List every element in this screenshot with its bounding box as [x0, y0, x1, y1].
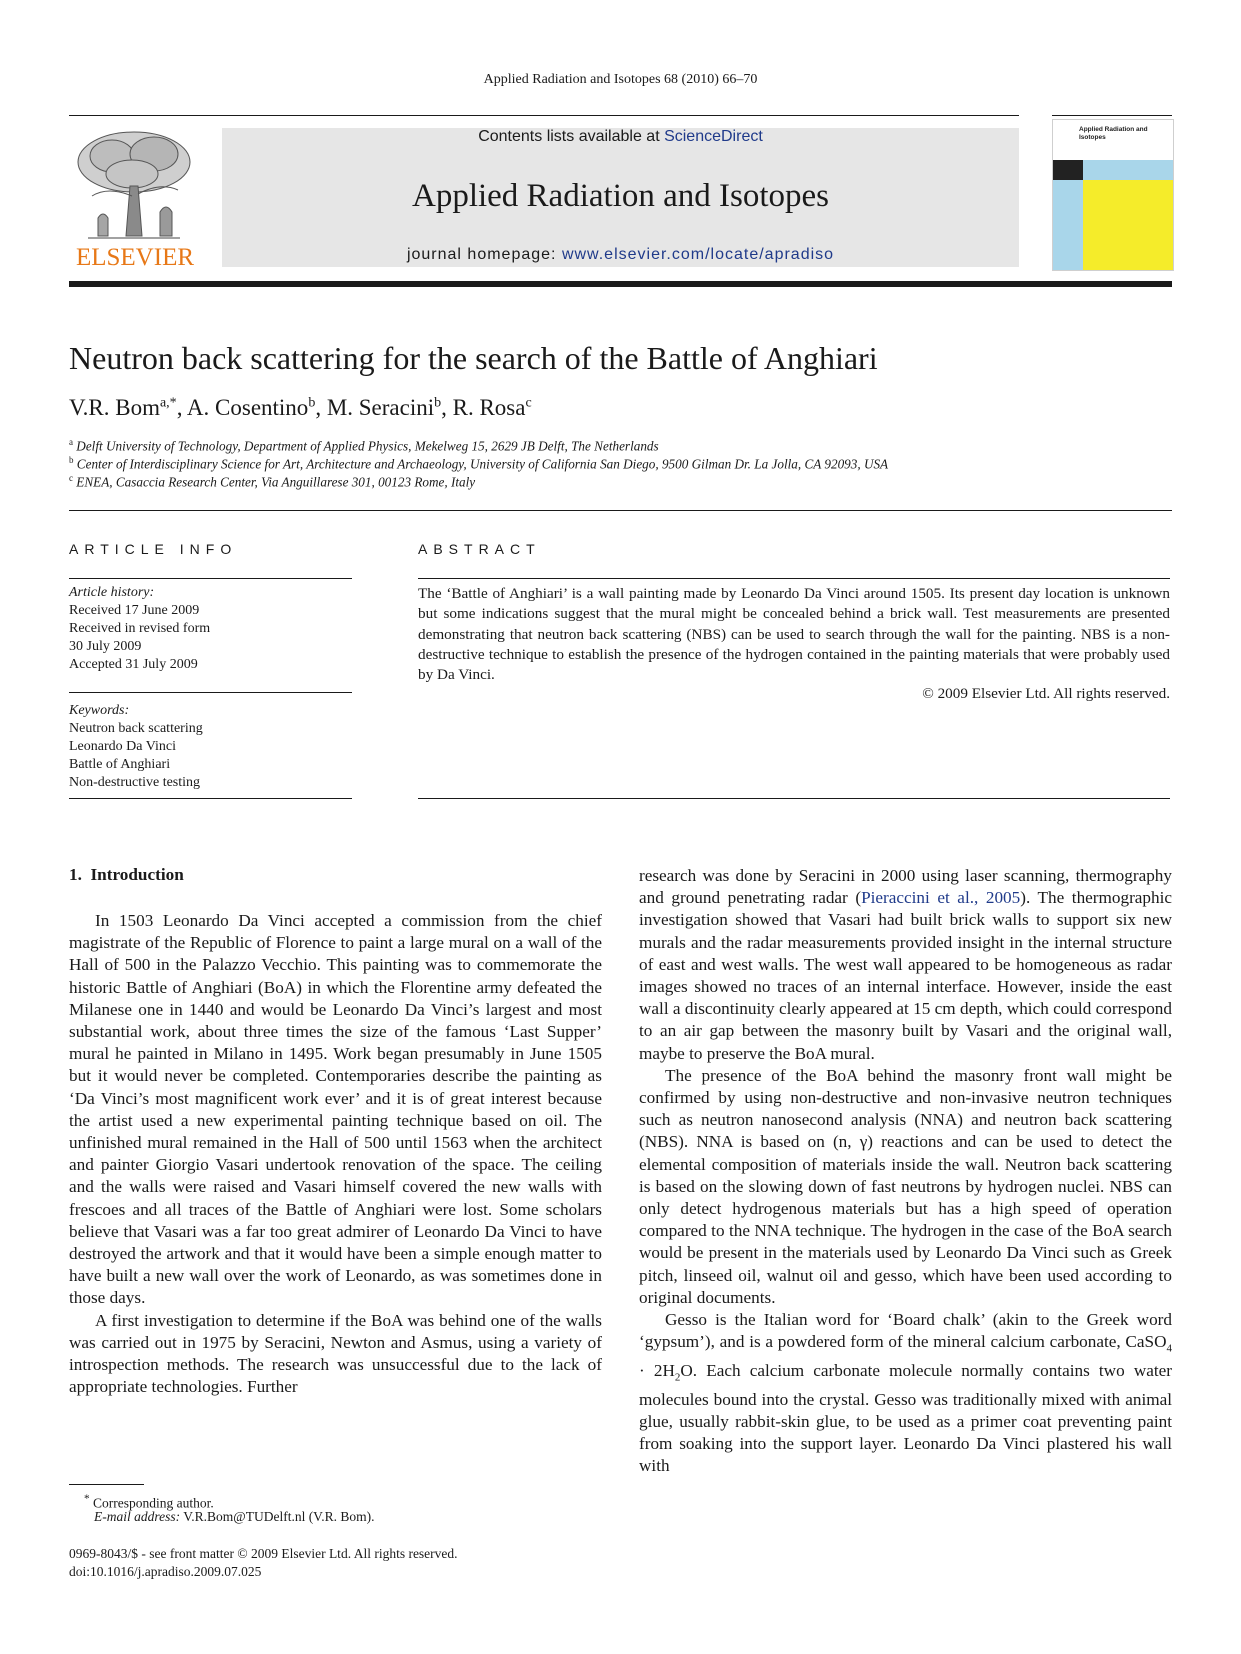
sciencedirect-link[interactable]: ScienceDirect: [664, 128, 763, 145]
text-run: · 2H: [639, 1360, 675, 1380]
keyword: Battle of Anghiari: [69, 757, 171, 772]
history-item: Received in revised form: [69, 621, 211, 636]
author-affil-mark[interactable]: b: [434, 395, 442, 411]
keyword: Leonardo Da Vinci: [69, 739, 176, 754]
article-info-heading: ARTICLE INFO: [69, 541, 238, 557]
doi-line[interactable]: doi:10.1016/j.apradiso.2009.07.025: [69, 1564, 262, 1579]
author-list: [69, 395, 532, 421]
author-separator: ,: [441, 395, 453, 420]
citation-link[interactable]: Pieraccini et al., 2005: [861, 888, 1021, 908]
author-affil-mark[interactable]: a,*: [159, 395, 177, 411]
affiliations-rule: [69, 510, 1172, 511]
keywords-rule: [69, 692, 352, 693]
subscript: 2: [674, 1371, 681, 1384]
journal-cover: [1052, 119, 1174, 271]
header-thick-rule: [69, 281, 1172, 287]
cover-blue-left: [1053, 180, 1083, 270]
cover-yellow-block: [1083, 180, 1173, 270]
history-item: 30 July 2009: [69, 639, 142, 654]
keywords: [69, 702, 352, 792]
body-right-column: [639, 865, 1172, 1477]
article-info-rule: [69, 578, 352, 579]
issn-line: 0969-8043/$ - see front matter © 2009 Elsevier Ltd. All rights reserved.: [69, 1546, 458, 1561]
abstract-heading: ABSTRACT: [418, 541, 541, 557]
keyword: Neutron back scattering: [69, 721, 203, 736]
author-affil-mark[interactable]: b: [308, 395, 316, 411]
author-name: R. Rosa: [452, 395, 526, 420]
abstract-bottom-rule: [418, 798, 1170, 799]
body-left-column: [69, 910, 602, 1398]
author-separator: ,: [176, 395, 187, 420]
abstract-copyright: © 2009 Elsevier Ltd. All rights reserved.: [922, 685, 1170, 702]
author-name: V.R. Bom: [69, 395, 160, 420]
affiliation-text: Center of Interdisciplinary Science for Art, Architecture and Archaeology, University of California San Diego, 9500 Gilman Dr. La Jolla, CA 92093, USA: [76, 456, 889, 472]
paragraph: The presence of the BoA behind the masonry front wall might be confirmed by using non-destructive and non-invasive neutron techniques such as neutron nanosecond analysis (NNA) and neutron back scattering (NBS). NNA is based on (n, γ) reactions and can be used to detect the elemental composition of materials inside the wall. Neutron back scattering is based on the slowing down of fast neutrons by hydrogen nuclei. NBS can only detect hydrogenous materials but has a high speed of operation compared to the NNA technique. The hydrogen in the case of the BoA search would be present in the materials used by Leonardo Da Vinci such as Greek pitch, linseed oil, walnut oil and gesso, which have been used according to original documents.: [639, 1065, 1172, 1307]
section-heading: 1. Introduction: [69, 865, 184, 884]
paragraph: [639, 865, 1172, 1065]
history-item: Received 17 June 2009: [69, 603, 200, 618]
affiliation-a: [69, 437, 659, 454]
keywords-label: Keywords:: [69, 703, 130, 718]
article-info-bottom-rule: [69, 798, 352, 799]
text-run: O. Each calcium carbonate molecule normally contains two water molecules bound into the crystal. Gesso was traditionally mixed with animal glue, usually rabbit-skin glue, to be used as a primer coat preventing paint from soaking into the support layer. Leonardo Da Vinci plastered his wall with: [639, 1360, 1172, 1476]
header-top-rule: [69, 115, 1019, 116]
affiliation-mark: c: [69, 473, 73, 483]
header-top-rule-right: [1052, 115, 1172, 116]
abstract-rule: [418, 578, 1170, 579]
affiliation-text: ENEA, Casaccia Research Center, Via Anguillarese 301, 00123 Rome, Italy: [76, 474, 476, 490]
running-head: Applied Radiation and Isotopes 68 (2010) 66–70: [483, 72, 758, 87]
keyword: Non-destructive testing: [69, 775, 201, 790]
journal-title: Applied Radiation and Isotopes: [411, 178, 829, 214]
footnote-text: Corresponding author.: [89, 1495, 214, 1511]
contents-prefix: Contents lists available at: [478, 128, 665, 145]
cover-title: Applied Radiation and Isotopes: [1079, 126, 1148, 141]
article-history: [69, 584, 352, 674]
paragraph: In 1503 Leonardo Da Vinci accepted a commission from the chief magistrate of the Republic of Florence to paint a large mural on a wall of the Hall of 500 in the Palazzo Vecchio. This painting was to commemorate the historic Battle of Anghiari (BoA) in which the Florentine army defeated the Milanese one in 1440 and would be Leonardo Da Vinci’s largest and most substantial work, about three times the size of the famous ‘Last Supper’ mural he painted in Milano in 1495. Work began presumably in June 1505 but it would never be completed. Contemporaries describe the painting as ‘Da Vinci’s most magnificent work ever’ and it is of great interest because the artist used a new experimental painting technique based on oil. The unfinished mural remained in the Hall of 500 until 1563 when the architect and painter Giorgio Vasari undertook renovation of the space. The ceiling and the walls were raised and Vasari himself covered the new walls with frescoes and all traces of the Battle of Anghiari were lost. Some scholars believe that Vasari was a far too great admirer of Leonardo Da Vinci to have destroyed the artwork and that it would have been a simple enough matter to have built a new wall over the work of Leonardo, as was sometimes done in those days.: [69, 911, 602, 1308]
email-footnote: [94, 1508, 374, 1526]
author-name: A. Cosentino: [186, 395, 309, 420]
homepage-line: [222, 246, 1019, 264]
email-label: E-mail address:: [94, 1509, 181, 1524]
subscript: 4: [1166, 1342, 1172, 1355]
affiliation-text: Delft University of Technology, Department of Applied Physics, Mekelweg 15, 2629 JB Delft, The Netherlands: [76, 438, 659, 454]
history-label: Article history:: [69, 585, 155, 600]
footnote-rule: [69, 1484, 144, 1485]
publisher-wordmark: ELSEVIER: [75, 244, 195, 271]
affiliation-mark: b: [69, 455, 74, 465]
article-title: Neutron back scattering for the search of the Battle of Anghiari: [69, 340, 878, 376]
affiliation-b: [69, 455, 888, 472]
footnote-mark: *: [84, 1493, 90, 1505]
author-name: M. Seracini: [326, 395, 435, 420]
affiliation-mark: a: [69, 437, 73, 447]
text-run: Gesso is the Italian word for ‘Board chalk’ (akin to the Greek word ‘gypsum’), and is a powdered form of the mineral calcium carbonate, CaSO: [639, 1310, 1172, 1352]
homepage-prefix: journal homepage:: [406, 246, 562, 263]
author-affil-mark[interactable]: c: [525, 395, 532, 411]
paragraph: A first investigation to determine if the BoA was behind one of the walls was carried out in 1975 by Seracini, Newton and Asmus, using a variety of introspection methods. The research was unsuccessful due to the lack of appropriate technologies. Further: [69, 1310, 602, 1397]
contents-line: [222, 128, 1019, 146]
paragraph: [639, 1309, 1172, 1477]
text-run: research was done by Seracini in 2000 using laser scanning, thermography and ground penetrating radar (: [639, 866, 1172, 908]
email-address[interactable]: V.R.Bom@TUDelft.nl (V.R. Bom).: [180, 1509, 375, 1524]
cover-black-block: [1053, 160, 1083, 180]
text-run: ). The thermographic investigation showed that Vasari had built brick walls to support six new murals and the radar measurements provided insight in the internal structure of east and west walls. The west wall appeared to be homogeneous as radar images showed no traces of an internal interface. However, inside the east wall a discontinuity clearly appeared at 15 cm depth, which could correspond to an air gap between the masonry built by Vasari and the original wall, maybe to preserve the BoA mural.: [639, 888, 1173, 1063]
homepage-link[interactable]: www.elsevier.com/locate/apradiso: [561, 246, 835, 263]
history-item: Accepted 31 July 2009: [69, 657, 198, 672]
elsevier-logo: [68, 126, 200, 244]
author-separator: ,: [315, 395, 327, 420]
affiliation-c: [69, 473, 475, 490]
abstract-text: The ‘Battle of Anghiari’ is a wall painting made by Leonardo Da Vinci around 1505. Its present day location is unknown but some indications suggest that the mural might be concealed behind a brick wall. Test measurements are presented demonstrating that neutron back scattering (NBS) can be used to search through the wall for the painting. NBS is a non-destructive technique to establish the presence of the hydrogen contained in the painting materials that were probably used by Da Vinci.: [418, 585, 1170, 684]
